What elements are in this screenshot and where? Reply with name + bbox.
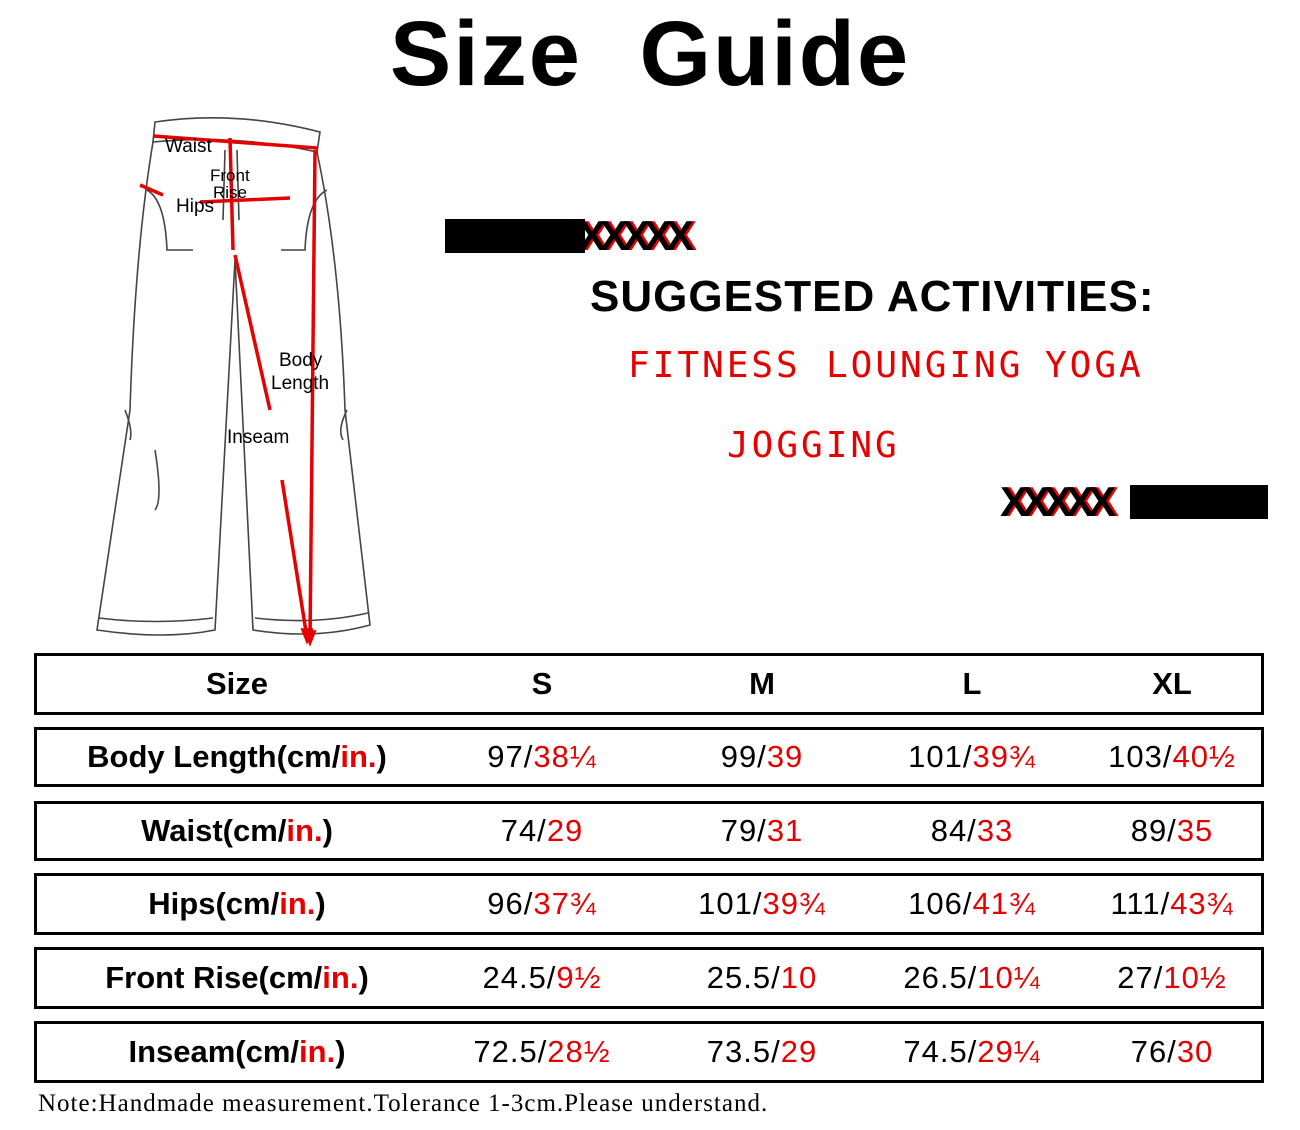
table-row-waist bbox=[34, 801, 1264, 861]
cell-s: 97/ 38¼ bbox=[487, 739, 597, 774]
cell-m: 101/ 39¾ bbox=[698, 886, 826, 921]
cell-m: 99/ 39 bbox=[720, 739, 804, 774]
cell-xl: 111/ 43¾ bbox=[1110, 886, 1234, 921]
decor-x-marks-top: XXXXX bbox=[578, 212, 689, 259]
header-size-label: Size bbox=[205, 666, 269, 701]
activity-fitness: FITNESS bbox=[628, 345, 801, 386]
cell-xl: 27/ 10½ bbox=[1117, 960, 1227, 995]
cell-m: 73.5/ 29 bbox=[706, 1034, 818, 1069]
cell-s: 74/ 29 bbox=[500, 813, 584, 848]
activity-yoga: YOGA bbox=[1045, 345, 1144, 386]
diagram-label-waist: Waist bbox=[165, 136, 212, 157]
activities-heading: SUGGESTED ACTIVITIES: bbox=[590, 272, 1155, 321]
cell-l: 74.5/ 29¼ bbox=[903, 1034, 1041, 1069]
diagram-label-front: Front bbox=[210, 166, 250, 185]
footnote: Note:Handmade measurement.Tolerance 1-3cm.Please understand. bbox=[38, 1090, 769, 1117]
header-size-xl: XL bbox=[1152, 666, 1192, 701]
decor-x-marks-bottom: XXXXX bbox=[1000, 478, 1111, 525]
row-label: Hips(cm/ in. ) bbox=[148, 886, 326, 921]
decor-bar-top bbox=[445, 219, 585, 253]
cell-l: 84/ 33 bbox=[930, 813, 1014, 848]
table-header-row bbox=[34, 653, 1264, 715]
activity-lounging: LOUNGING bbox=[826, 345, 1024, 386]
cell-m: 79/ 31 bbox=[720, 813, 804, 848]
row-label: Waist(cm/ in. ) bbox=[141, 813, 333, 848]
cell-m: 25.5/ 10 bbox=[706, 960, 818, 995]
page-title: Size Guide bbox=[389, 3, 911, 105]
diagram-label-length: Length bbox=[271, 373, 330, 394]
table-row-body-length bbox=[34, 727, 1264, 787]
table-row-front-rise bbox=[34, 947, 1264, 1009]
cell-s: 72.5/ 28½ bbox=[473, 1034, 611, 1069]
diagram-label-body: Body bbox=[279, 350, 323, 371]
header-size-l: L bbox=[962, 666, 982, 701]
row-label: Front Rise(cm/ in. ) bbox=[105, 960, 369, 995]
cell-l: 106/ 41¾ bbox=[908, 886, 1036, 921]
cell-xl: 89/ 35 bbox=[1130, 813, 1214, 848]
cell-xl: 103/ 40½ bbox=[1108, 739, 1236, 774]
cell-l: 101/ 39¾ bbox=[908, 739, 1036, 774]
row-label: Body Length(cm/ in. ) bbox=[87, 739, 387, 774]
header-size-m: M bbox=[749, 666, 775, 701]
cell-xl: 76/ 30 bbox=[1130, 1034, 1214, 1069]
diagram-label-inseam: Inseam bbox=[227, 427, 290, 448]
table-row-hips bbox=[34, 873, 1264, 935]
row-label: Inseam(cm/ in. ) bbox=[128, 1034, 346, 1069]
cell-s: 24.5/ 9½ bbox=[482, 960, 602, 995]
header-size-s: S bbox=[531, 666, 553, 701]
cell-s: 96/ 37¾ bbox=[487, 886, 597, 921]
cell-l: 26.5/ 10¼ bbox=[903, 960, 1041, 995]
table-row-inseam bbox=[34, 1021, 1264, 1083]
decor-bar-bottom bbox=[1130, 485, 1268, 519]
activity-jogging: JOGGING bbox=[727, 425, 900, 466]
diagram-label-hips: Hips bbox=[176, 196, 215, 217]
diagram-label-rise: Rise bbox=[213, 183, 248, 202]
